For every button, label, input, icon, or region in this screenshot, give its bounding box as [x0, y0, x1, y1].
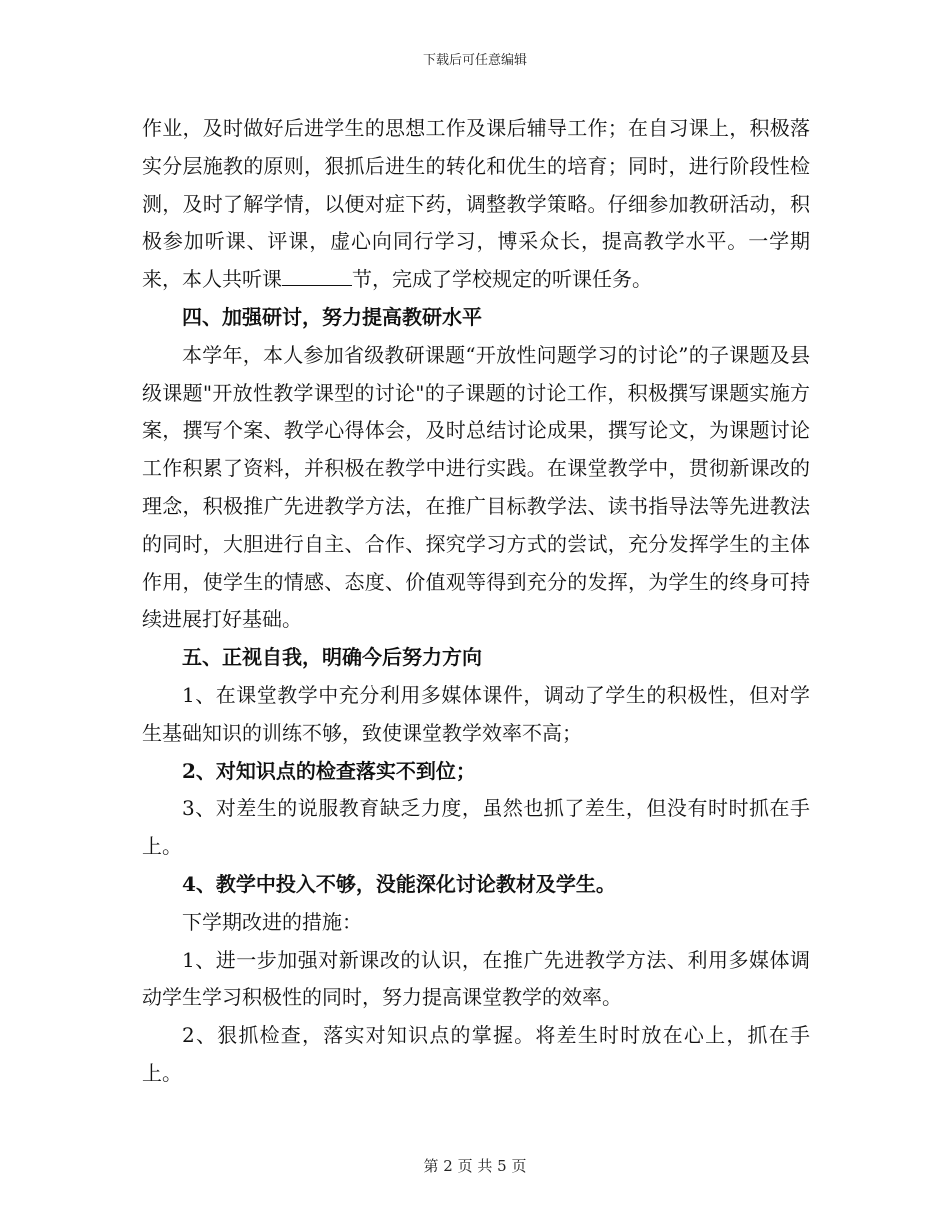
improvement-item-2: 2、狠抓检查，落实对知识点的掌握。将差生时时放在心上，抓在手上。	[142, 1023, 810, 1085]
paragraph-research: 本学年，本人参加省级教研课题“开放性问题学习的讨论”的子课题及县级课题"开放性教学课型的讨论"的子课题的讨论工作，积极撰写课题实施方案，撰写个案、教学心得体会，及时总结讨论成果，撰写论文，为课题讨论工作积累了资料，并积极在教学中进行实践。在课堂教学中，贯彻新课改的理念，积极推广先进教学方法，在推广目标教学法、读书指导法等先进教法的同时，大胆进行自主、合作、探究学习方式的尝试，充分发挥学生的主体作用，使学生的情感、态度、价值观等得到充分的发挥，为学生的终身可持续进展打好基础。	[142, 342, 810, 632]
improvement-item-1: 1、进一步加强对新课改的认识，在推广先进教学方法、利用多媒体调动学生学习积极性的同时，努力提高课堂教学的效率。	[142, 947, 810, 1010]
document-body	[142, 110, 810, 1093]
list-item-1: 1、在课堂教学中充分利用多媒体课件，调动了学生的积极性，但对学生基础知识的训练不够，致使课堂教学效率不高；	[142, 682, 810, 745]
section-heading-four: 四、加强研讨，努力提高教研水平	[182, 304, 482, 329]
section-heading-five: 五、正视自我，明确今后努力方向	[182, 645, 482, 670]
list-item-3: 3、对差生的说服教育缺乏力度，虽然也抓了差生，但没有时时抓在手上。	[142, 796, 810, 859]
list-item-4: 4、教学中投入不够，没能深化讨论教材及学生。	[182, 871, 616, 896]
page-header: 下载后可任意编辑	[422, 53, 527, 68]
improvement-heading: 下学期改进的措施：	[182, 909, 362, 934]
list-item-2: 2、对知识点的检查落实不到位；	[182, 758, 476, 783]
paragraph-homework-tail: 节，完成了学校规定的听课任务。	[352, 267, 652, 292]
fill-in-blank	[282, 267, 352, 286]
paragraph-homework-text: 作业，及时做好后进学生的思想工作及课后辅导工作；在自习课上，积极落实分层施教的原则，狠抓后进生的转化和优生的培育；同时，进行阶段性检测，及时了解学情，以便对症下药，调整教学策略。仔细参加教研活动，积极参加听课、评课，虚心向同行学习，博采众长，提高教学水平。一学期来，本人共听课	[142, 116, 810, 292]
paragraph-homework	[142, 110, 810, 299]
page-footer: 第 2 页 共 5 页	[423, 1157, 527, 1175]
